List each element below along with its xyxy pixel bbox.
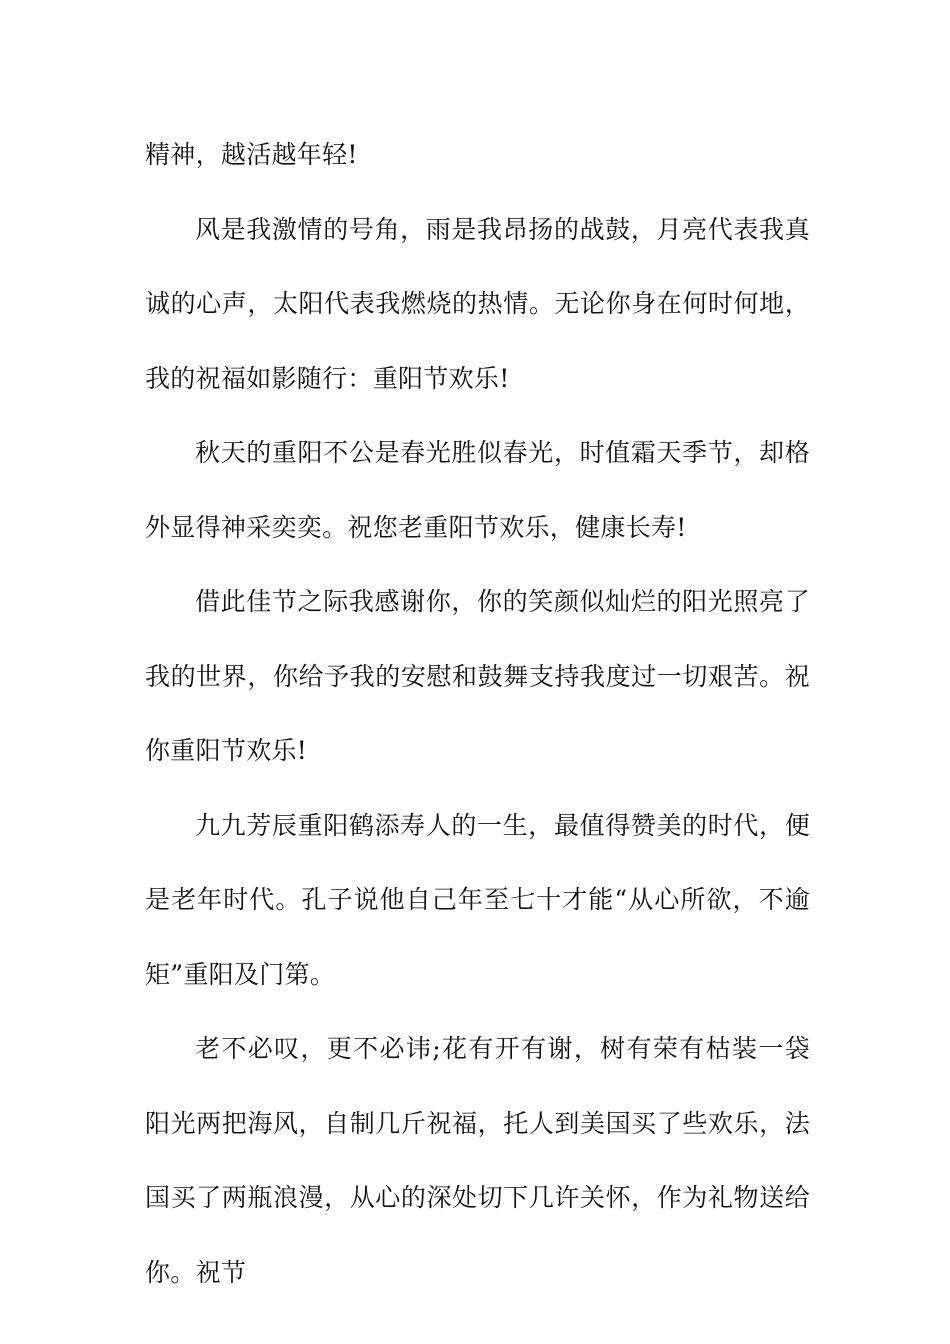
paragraph-continuation: 精神，越活越年轻! — [145, 140, 358, 169]
paragraph: 风是我激情的号角，雨是我昂扬的战鼓，月亮代表我真诚的心声，太阳代表我燃烧的热情。无论你身在何时何地，我的祝福如影随行：重阳节欢乐! — [145, 214, 810, 393]
paragraph: 老不必叹，更不必讳;花有开有谢，树有荣有枯装一袋阳光两把海风，自制几斤祝福，托人到美国买了些欢乐，法国买了两瓶浪漫，从心的深处切下几许关怀，作为礼物送给你。祝节 — [145, 1034, 810, 1287]
document-body — [145, 118, 810, 1310]
paragraph: 秋天的重阳不公是春光胜似春光，时值霜天季节，却格外显得神采奕奕。祝您老重阳节欢乐，健康长寿! — [145, 438, 810, 542]
paragraph: 九九芳辰重阳鹤添寿人的一生，最值得赞美的时代，便是老年时代。孔子说他自己年至七十才能“从心所欲，不逾矩”重阳及门第。 — [145, 810, 810, 989]
paragraph: 借此佳节之际我感谢你，你的笑颜似灿烂的阳光照亮了我的世界，你给予我的安慰和鼓舞支持我度过一切艰苦。祝你重阳节欢乐! — [145, 587, 810, 765]
